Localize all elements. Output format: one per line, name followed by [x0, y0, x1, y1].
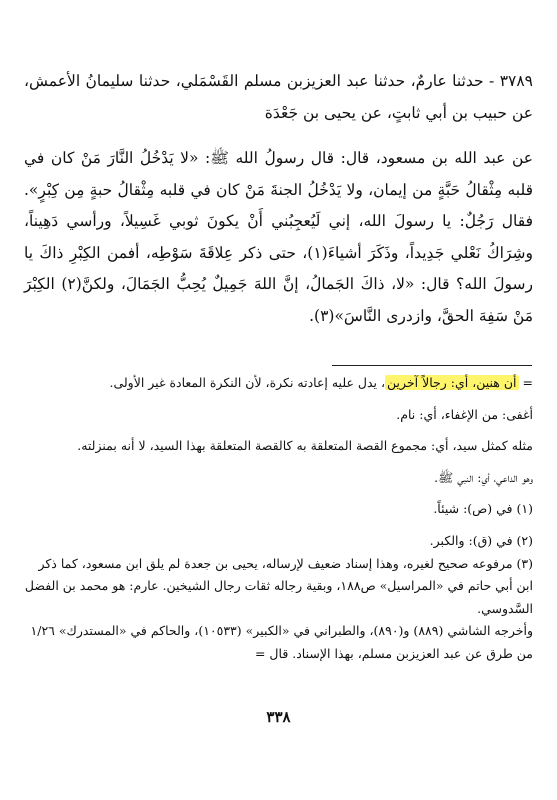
hadith-text	[24, 66, 533, 332]
footnote-3-takhrij: وأخرجه الشاشي (٨٨٩) و(٨٩٠)، والطبراني في «الكبير» (١٠٥٣٣)، والحاكم في «المستدرك» ١/٢٦ من طرق عن عبد العزيزبن مسلم، بهذا الإسناد. قال =	[30, 623, 533, 661]
hadith-isnad: ٣٧٨٩ - حدثنا عارمٌ، حدثنا عبد العزيزبن مسلم القَسْمَلي، حدثنا سليمانُ الأعمش، عن حبيب بن أبي ثابتٍ، عن يحيى بن جَعْدَة	[24, 72, 533, 122]
hadith-matn: عن عبد الله بن مسعود، قال: قال رسولُ الله ﷺ: «لا يَدْخُلُ النَّارَ مَنْ كان في قلبه مِثْقالُ حَبَّةٍ من إيمان، ولا يَدْخُلُ الجنةَ مَنْ كان في قلبه مِثْقالُ حبةٍ مِن كِبْرٍ». فقال رَجُلٌ: يا رسولَ الله، إني لَيُعجِبُني أَنْ يكونَ ثوبي غَسِيلاً، ورأسي دَهِيناً، وشِرَاكُ نَعْلي جَدِيداً، وذَكَرَ أشياءَ(١)، حتى ذكر عِلاقَةَ سَوْطِه، أفمن الكِبْرِ ذاكَ يا رسولَ الله؟ قال: «لا، ذاكَ الجَمالُ، إنَّ اللهَ جَمِيلٌ يُحِبُّ الجَمَالَ، ولكنَّ(٢) الكِبْرَ مَنْ سَفِهَ الحقَّ، وازدرى النَّاسَ»(٣).	[24, 149, 533, 325]
footnote-2: (٢) في (ق): والكبر.	[429, 532, 533, 548]
gloss-dai: وهو الداعي، أي: النبي ﷺ.	[434, 469, 533, 485]
footnote-1: (١) في (ص): شيئاً.	[433, 501, 533, 517]
footnote-3: (٣) مرفوعه صحيح لغيره، وهذا إسناد ضعيف لإرساله، يحيى بن جعدة لم يلق ابن مسعود، كما ذكر ابن أبي حاتم في «المراسيل» ص١٨٨، وبقية رجاله ثقات رجال الشيخين. عارم: هو محمد بن الفضل السَّدوسي.	[24, 555, 533, 616]
continuation-rest: ، يدل عليه إعادته نكرة، لأن النكرة المعادة غير الأولى.	[109, 375, 386, 390]
page-number: ٣٣٨	[266, 708, 291, 726]
footnote-separator	[332, 365, 532, 366]
continuation-mark: =	[522, 375, 533, 390]
highlighted-phrase: أن هنين، أي: رجالاً آخرين	[387, 375, 517, 390]
gloss-sayyid: مثله كمثل سيد، أي: مجموع القصة المتعلقة به كالقصة المتعلقة بهذا السيد، لا أنه بمنزلته.	[77, 438, 533, 454]
gloss-aghfa: أغفى: من الإغفاء، أي: نام.	[396, 406, 533, 422]
footnote-continuation	[24, 372, 533, 395]
footnotes	[24, 372, 533, 666]
